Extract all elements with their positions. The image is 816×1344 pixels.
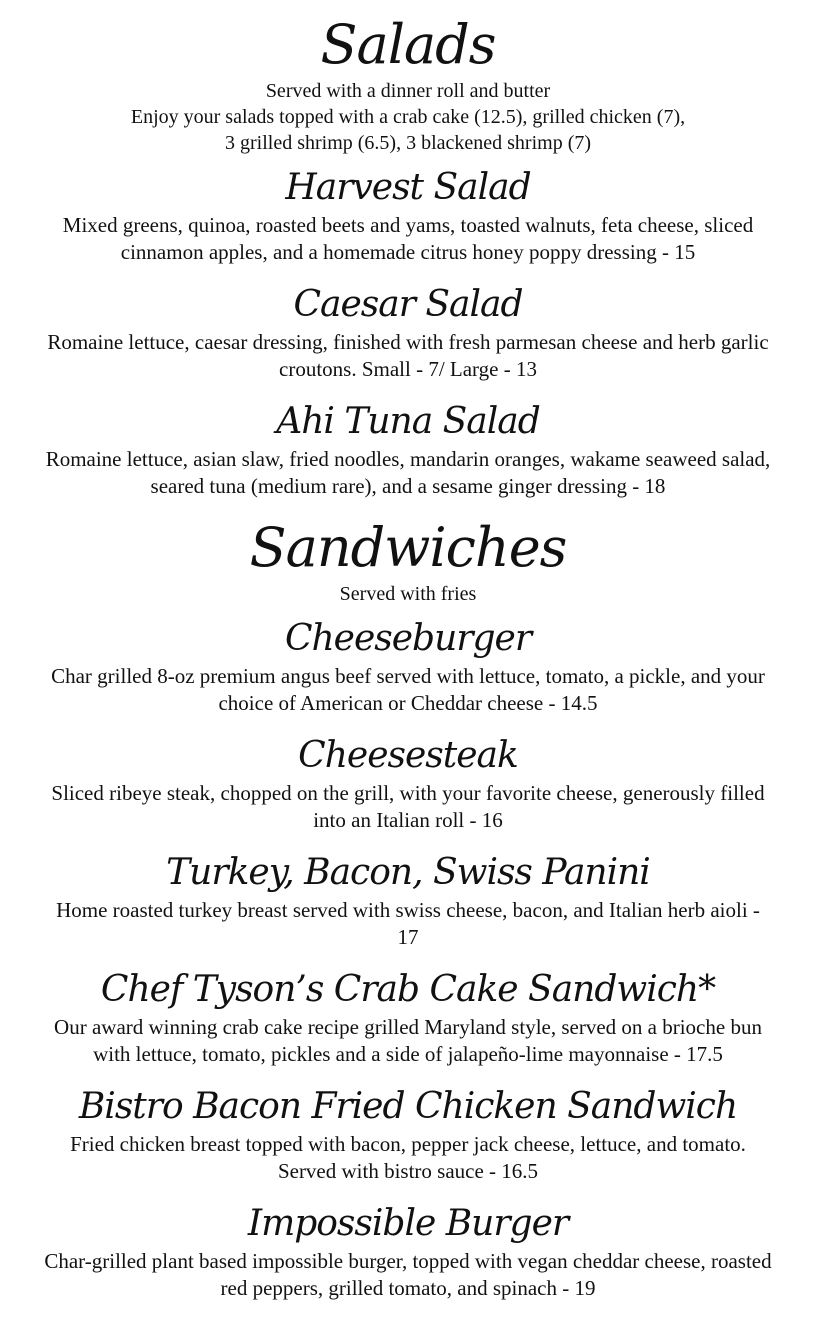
menu-item: [0, 398, 816, 500]
item-name: Chef Tyson’s Crab Cake Sandwich*: [100, 969, 716, 1010]
item-name: Caesar Salad: [293, 284, 523, 325]
item-description: Our award winning crab cake recipe grilled Maryland style, served on a brioche bun with lettuce, tomato, pickles and a side of jalapeño-lime mayonnaise - 17.5: [54, 1015, 762, 1066]
item-name: Impossible Burger: [247, 1203, 569, 1244]
section-note: 3 grilled shrimp (6.5), 3 blackened shrimp (7): [224, 132, 592, 154]
menu-item: [0, 281, 816, 383]
item-description: Sliced ribeye steak, chopped on the grill, with your favorite cheese, generously filled into an Italian roll - 16: [51, 781, 765, 832]
menu-item: [0, 164, 816, 266]
item-name: Cheeseburger: [284, 618, 532, 659]
section-note: Served with fries: [339, 583, 477, 605]
section-note: Served with a dinner roll and butter: [265, 80, 551, 102]
item-description: Romaine lettuce, caesar dressing, finished with fresh parmesan cheese and herb garlic croutons. Small - 7/ Large - 13: [47, 330, 769, 381]
item-description: Fried chicken breast topped with bacon, pepper jack cheese, lettuce, and tomato. Served with bistro sauce - 16.5: [70, 1132, 746, 1183]
item-description: Char-grilled plant based impossible burger, topped with vegan cheddar cheese, roasted red peppers, grilled tomato, and spinach - 19: [44, 1249, 772, 1300]
section-note: Enjoy your salads topped with a crab cake (12.5), grilled chicken (7),: [130, 106, 686, 128]
item-name: Cheesesteak: [298, 735, 518, 776]
section-title-sandwiches: Sandwiches: [249, 516, 567, 579]
item-description: Romaine lettuce, asian slaw, fried noodles, mandarin oranges, wakame seaweed salad, seared tuna (medium rare), and a sesame ginger dressing - 18: [45, 447, 771, 498]
item-name: Bistro Bacon Fried Chicken Sandwich: [78, 1086, 738, 1127]
item-name: Ahi Tuna Salad: [276, 401, 540, 442]
item-description: Home roasted turkey breast served with swiss cheese, bacon, and Italian herb aioli - 17: [56, 898, 760, 949]
menu-item: [0, 1083, 816, 1185]
item-description: Char grilled 8-oz premium angus beef served with lettuce, tomato, a pickle, and your choice of American or Cheddar cheese - 14.5: [51, 664, 765, 715]
item-name: Harvest Salad: [285, 167, 531, 208]
item-name: Turkey, Bacon, Swiss Panini: [166, 852, 650, 893]
menu-item: [0, 1200, 816, 1302]
item-description: Mixed greens, quinoa, roasted beets and yams, toasted walnuts, feta cheese, sliced cinnamon apples, and a homemade citrus honey poppy dressing - 15: [62, 213, 754, 264]
section-title-salads: Salads: [320, 13, 496, 76]
menu-item: [0, 966, 816, 1068]
menu-item: [0, 732, 816, 834]
menu-item: [0, 615, 816, 717]
menu-item: [0, 849, 816, 951]
